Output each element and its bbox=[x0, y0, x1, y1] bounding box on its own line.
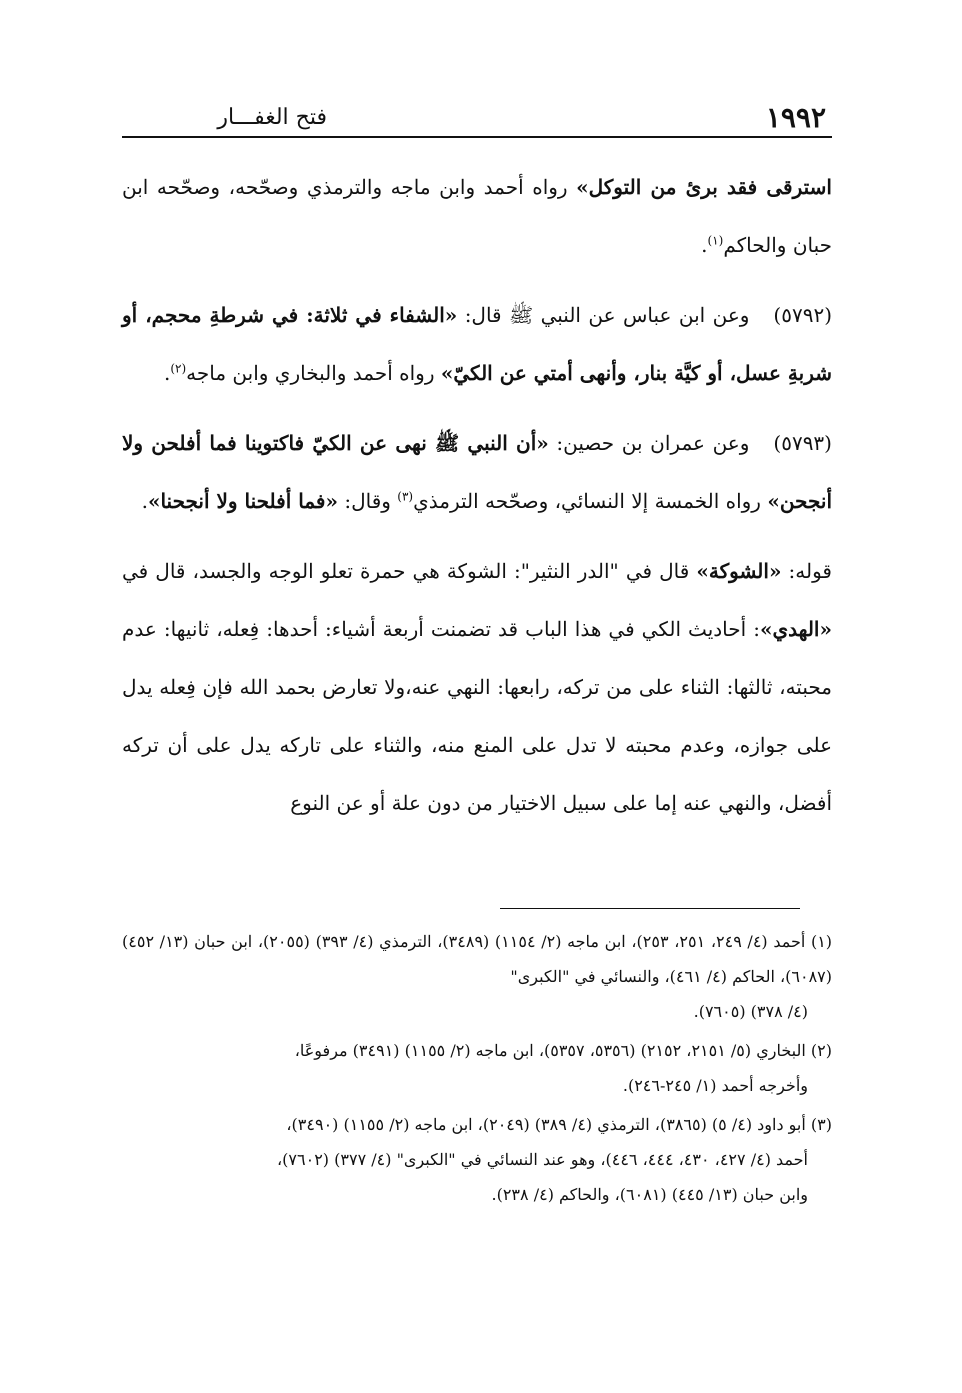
footnote-divider bbox=[500, 908, 800, 909]
hadith-number: (٥٧٩٢) bbox=[773, 303, 833, 327]
text-run: رواه الخمسة إلا النسائي، وصحّحه الترمذي bbox=[413, 489, 768, 513]
text-run: وقال: bbox=[337, 489, 398, 513]
text-run: . bbox=[163, 361, 171, 385]
hadith-number: (٥٧٩٣) bbox=[773, 431, 832, 455]
page-number: ١٩٩٢ bbox=[765, 101, 826, 134]
footnote-line: (٢) البخاري (٥/ ٢١٥١، ٢١٥٢) (٥٣٥٦، ٥٣٥٧)، ابن ماجه (٢/ ١١٥٥) (٣٤٩١) مرفوعًا، bbox=[294, 1041, 832, 1060]
footnote-line: وأخرجه أحمد (١/ ٢٤٥-٢٤٦). bbox=[622, 1076, 808, 1095]
text-run: رواه أحمد والبخاري وابن ماجه bbox=[186, 361, 441, 385]
commentary-paragraph bbox=[122, 542, 832, 832]
text-run: . bbox=[141, 489, 148, 513]
footnote-1 bbox=[122, 924, 832, 1029]
footnote-ref: (٣) bbox=[397, 489, 414, 504]
footnote-line: (١) أحمد (٤/ ٢٤٩، ٢٥١، ٢٥٣)، ابن ماجه (٢/ ١١٥٤) (٣٤٨٩)، الترمذي (٤/ ٣٩٣) (٢٠٥٥)، ابن حبان (١٣/ ٤٥٢) (٦٠٨٧)، الحاكم (٤/ ٤٦١)، والنسائي في "الكبرى" bbox=[122, 932, 833, 986]
footnotes bbox=[122, 924, 832, 1216]
text-run: قال في "الدر النثير": الشوكة هي حمرة تعلو الوجه والجسد، قال في bbox=[122, 559, 697, 583]
term-highlight: «الشوكة» bbox=[696, 559, 782, 583]
text-run: وعن عمران بن حصين: bbox=[548, 431, 750, 455]
text-run: . bbox=[701, 233, 708, 257]
hadith-quote: «فما أفلحنا ولا أنجحنا» bbox=[147, 489, 338, 513]
hadith-5793 bbox=[122, 414, 832, 530]
footnote-ref: (٢) bbox=[170, 361, 187, 376]
text-run: وعن ابن عباس عن النبي ﷺ قال: bbox=[457, 303, 750, 327]
footnote-line: وابن حبان (١٣/ ٤٤٥) (٦٠٨١)، والحاكم (٤/ ٢٣٨). bbox=[491, 1185, 808, 1204]
footnote-line: (٤/ ٣٧٨) (٧٦٠٥). bbox=[693, 1002, 808, 1021]
hadith-quote: استرقى فقد برئ من التوكل» bbox=[576, 175, 832, 199]
hadith-quote: «الشفاء في ثلاثة: في شرطةِ محجم، أو شربةِ عسل، أو كيَّة بنار، وأنهى أمتي عن الكيّ» bbox=[122, 303, 832, 385]
page-header bbox=[122, 86, 832, 138]
footnote-3 bbox=[122, 1107, 832, 1212]
term-highlight: «الهدي» bbox=[759, 617, 832, 641]
footnote-line: أحمد (٤/ ٤٢٧، ٤٣٠، ٤٤٤، ٤٤٦)، وهو عند النسائي في "الكبرى" (٤/ ٣٧٧) (٧٦٠٢)، bbox=[277, 1150, 808, 1169]
footnote-2 bbox=[122, 1033, 832, 1103]
main-text bbox=[122, 158, 832, 844]
book-title: فتح الغفـــار bbox=[217, 105, 327, 130]
footnote-line: (٣) أبو داود (٤/ ٥) (٣٨٦٥)، الترمذي (٤/ ٣٨٩) (٢٠٤٩)، ابن ماجه (٢/ ١١٥٥) (٣٤٩٠)، bbox=[286, 1115, 832, 1134]
text-run: قوله: bbox=[781, 559, 832, 583]
text-run: : أحاديث الكي في هذا الباب قد تضمنت أربعة أشياء: أحدها: فِعله، ثانيها: عدم محبته، ثالثها: الثناء على من تركه، رابعها: النهي عنه،ولا تعارض بحمد الله فإن فِعله يدل على جوازه، وعدم محبته لا تدل على المنع منه، والثناء على تاركه يدل على أن تركه أفضل، والنهي عنه إما على سبيل الاختيار من دون علة أو عن النوع bbox=[122, 617, 832, 815]
paragraph-continuation bbox=[122, 158, 832, 274]
text-run: رواه أحمد وابن ماجه والترمذي وصحّحه، وصحّحه ابن حبان والحاكم bbox=[122, 175, 832, 257]
footnote-ref: (١) bbox=[707, 233, 724, 248]
hadith-quote: «أن النبي ﷺ نهى عن الكيّ فاكتوينا فما أفلحن ولا أنجحن» bbox=[122, 431, 832, 513]
hadith-5792 bbox=[122, 286, 832, 402]
